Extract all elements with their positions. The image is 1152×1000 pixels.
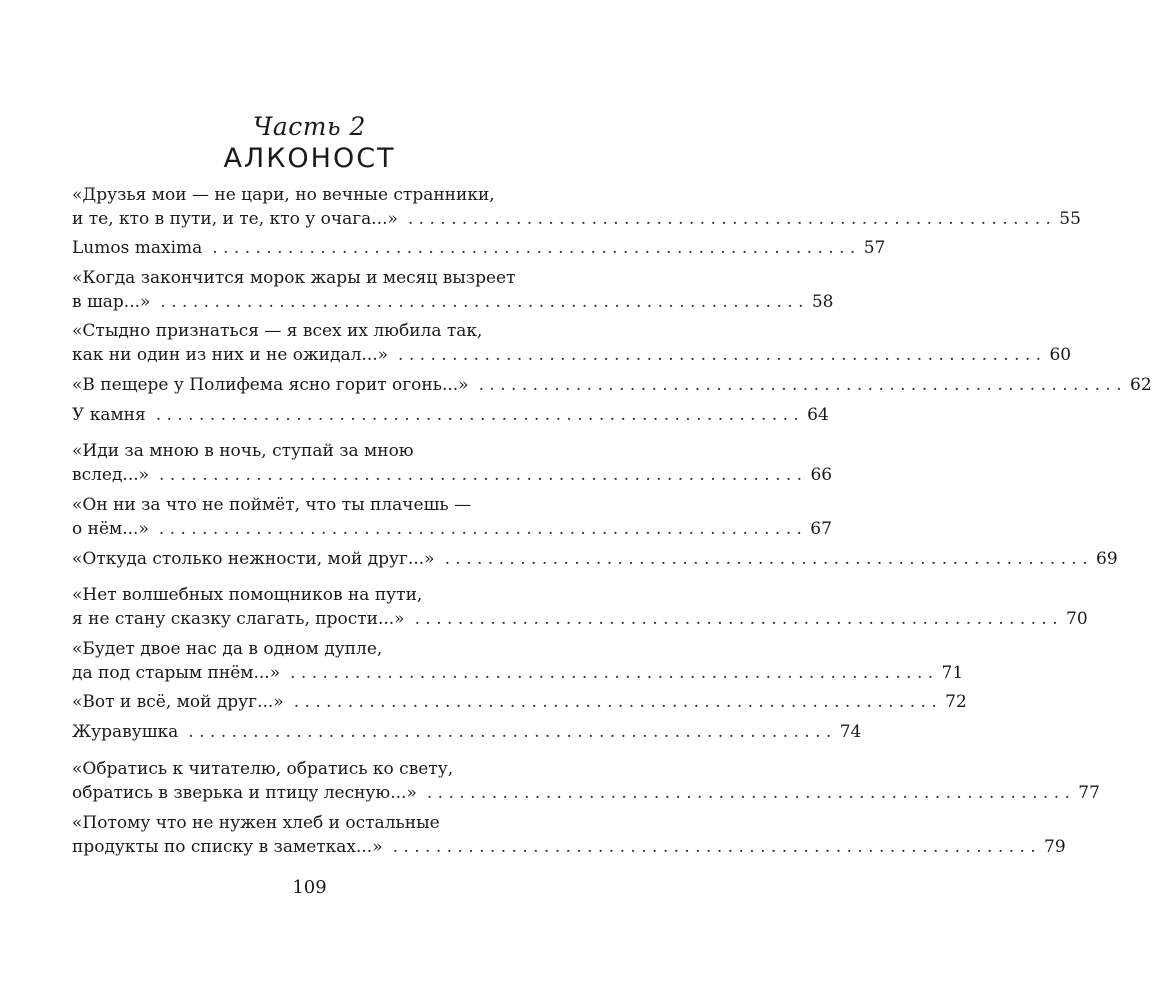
toc-entry-page: 69	[1096, 549, 1118, 569]
dot-leader	[159, 517, 802, 541]
toc-entry-page: 66	[810, 465, 833, 485]
toc-entry-line	[72, 290, 834, 314]
toc-entry-line	[72, 637, 513, 661]
dot-leader	[398, 343, 1041, 367]
toc-entry-page: 55	[1059, 209, 1081, 229]
toc-entry[interactable]	[72, 373, 1152, 397]
dot-leader	[159, 463, 802, 487]
toc-entry-page: 67	[810, 519, 832, 539]
toc-entry-title: У камня	[72, 405, 146, 425]
toc-entry[interactable]	[72, 811, 1066, 859]
toc-entry-title: продукты по списку в заметках...»	[72, 837, 383, 857]
toc-entry-line	[72, 266, 516, 290]
toc-entry-line	[72, 720, 862, 744]
toc-entry-page: 58	[811, 292, 834, 312]
toc-entry-title: Журавушка	[72, 722, 179, 742]
toc-entry[interactable]	[72, 583, 1088, 631]
toc-entry-page: 77	[1078, 783, 1100, 803]
toc-entry[interactable]	[72, 439, 833, 487]
toc-entry-title: я не стану сказку слагать, прости...»	[72, 609, 405, 629]
toc-entry-title: вслед...»	[72, 465, 150, 485]
toc-entry[interactable]	[72, 547, 1118, 571]
toc-entry-line	[72, 463, 833, 487]
toc-entry-line	[72, 343, 1072, 367]
toc-entry-line	[72, 319, 513, 343]
toc-entry-line	[72, 439, 513, 463]
part-title: Часть 2	[253, 112, 366, 141]
toc-entry-title: «В пещере у Полифема ясно горит огонь...»	[72, 375, 469, 395]
toc-entry-page: 71	[941, 663, 964, 683]
toc-entry[interactable]	[72, 757, 1100, 805]
toc-entry-page: 79	[1044, 837, 1066, 857]
toc-entry-line	[72, 517, 832, 541]
toc-entry-title: «Когда закончится морок жары и месяц вызреет	[72, 268, 516, 288]
toc-entry-page: 72	[945, 692, 967, 712]
toc-entry-line	[72, 835, 1066, 859]
toc-entry[interactable]	[72, 319, 1072, 367]
toc-entry-page: 70	[1066, 609, 1088, 629]
toc-entry-title: «Друзья мои — не цари, но вечные странники,	[72, 185, 495, 205]
toc-entry-title: обратись в зверька и птицу лесную...»	[72, 783, 417, 803]
toc-entry-title: «Иди за мною в ночь, ступай за мною	[72, 441, 414, 461]
page-number: 109	[292, 877, 327, 898]
dot-leader	[415, 607, 1058, 631]
dot-leader	[445, 547, 1088, 571]
toc-entry-page: 60	[1049, 345, 1072, 365]
toc-entry-title: и те, кто в пути, и те, кто у очага...»	[72, 209, 398, 229]
toc-entry-title: о нём...»	[72, 519, 149, 539]
toc-entry-page: 57	[863, 238, 886, 258]
dot-leader	[427, 781, 1070, 805]
toc-entry[interactable]	[72, 183, 1081, 231]
toc-entry-title: «Потому что не нужен хлеб и остальные	[72, 813, 440, 833]
toc-entry-title: «Он ни за что не поймёт, что ты плачешь —	[72, 495, 472, 515]
toc-entry-line	[72, 547, 1118, 571]
toc-entry-title: Lumos maxima	[72, 238, 203, 258]
toc-entry[interactable]	[72, 403, 829, 427]
dot-leader	[393, 835, 1036, 859]
dot-leader	[212, 236, 855, 260]
toc-entry-title: как ни один из них и не ожидал...»	[72, 345, 389, 365]
toc-entry[interactable]	[72, 690, 967, 714]
toc-entry-title: в шар...»	[72, 292, 151, 312]
toc-entry[interactable]	[72, 236, 886, 260]
section-title: АЛКОНОСТ	[223, 143, 396, 174]
toc-entry-line	[72, 207, 1081, 231]
toc-entry-title: «Обратись к читателю, обратись ко свету,	[72, 759, 454, 779]
toc-entry-line	[72, 661, 964, 685]
dot-leader	[188, 720, 831, 744]
toc-entry-line	[72, 690, 967, 714]
toc-entry-line	[72, 781, 1100, 805]
toc-entry-title: «Нет волшебных помощников на пути,	[72, 585, 423, 605]
toc-entry-title: «Будет двое нас да в одном дупле,	[72, 639, 383, 659]
toc-entry[interactable]	[72, 493, 832, 541]
dot-leader	[408, 207, 1051, 231]
toc-entry-page: 64	[807, 405, 829, 425]
toc-entry-page: 74	[839, 722, 862, 742]
dot-leader	[294, 690, 937, 714]
toc-entry-line	[72, 493, 513, 517]
dot-leader	[479, 373, 1122, 397]
toc-entry-line	[72, 373, 1152, 397]
dot-leader	[290, 661, 933, 685]
toc-entry-title: «Откуда столько нежности, мой друг...»	[72, 549, 435, 569]
toc-entry-line	[72, 183, 513, 207]
toc-entry-title: «Вот и всё, мой друг...»	[72, 692, 284, 712]
dot-leader	[156, 403, 799, 427]
toc-entry-page: 62	[1130, 375, 1152, 395]
toc-entry[interactable]	[72, 720, 862, 744]
toc-entry[interactable]	[72, 637, 964, 685]
toc-entry-line	[72, 811, 513, 835]
toc-entry-line	[72, 607, 1088, 631]
toc-entry-line	[72, 583, 513, 607]
toc-entry-line	[72, 236, 886, 260]
dot-leader	[160, 290, 803, 314]
toc-entry-line	[72, 403, 829, 427]
toc-entry[interactable]	[72, 266, 834, 314]
toc-entry-line	[72, 757, 513, 781]
toc-entry-title: «Стыдно признаться — я всех их любила так,	[72, 321, 483, 341]
toc-entry-title: да под старым пнём...»	[72, 663, 281, 683]
